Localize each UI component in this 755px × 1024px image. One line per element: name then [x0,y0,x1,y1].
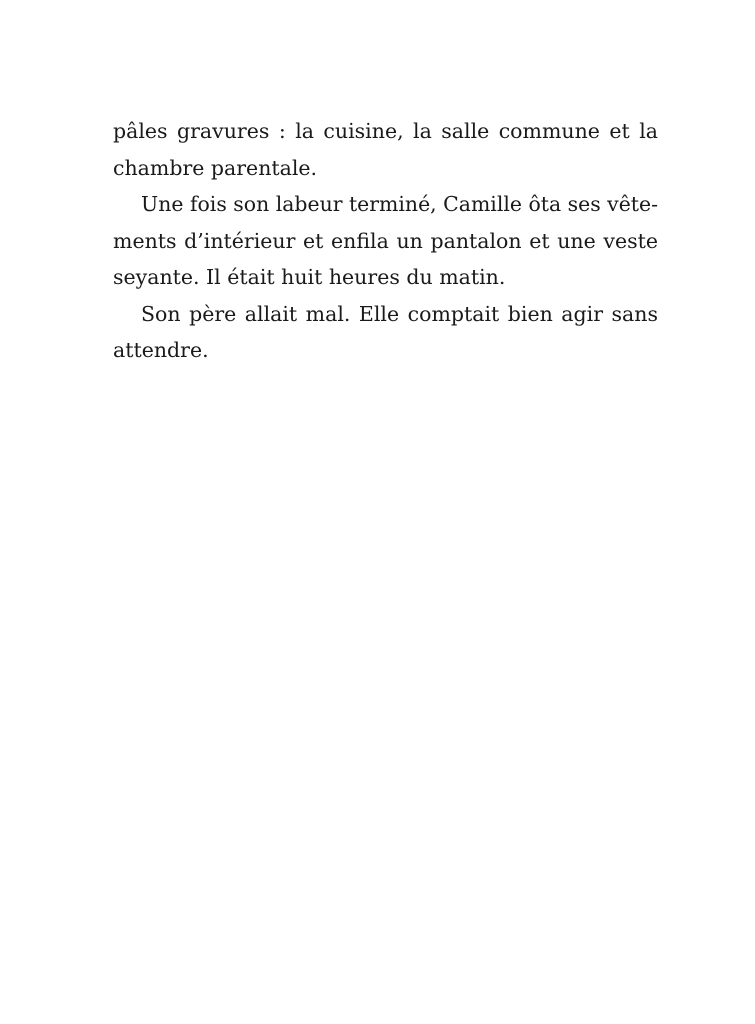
paragraph-first-line: Son père allait mal. Elle comptait bien agir sans [141,301,658,326]
text-line: chambre parentale. [113,155,318,180]
text-line: seyante. Il était huit heures du matin. [113,265,506,289]
paragraph-first-line: Une fois son labeur terminé, Camille ôta ses vête- [141,192,658,216]
text-line: ments d’intérieur et enfila un pantalon et une veste [113,228,658,253]
text-line: pâles gravures : la cuisine, la salle commune et la [113,119,658,143]
body-text [113,113,658,369]
text-line: attendre. [113,338,209,362]
